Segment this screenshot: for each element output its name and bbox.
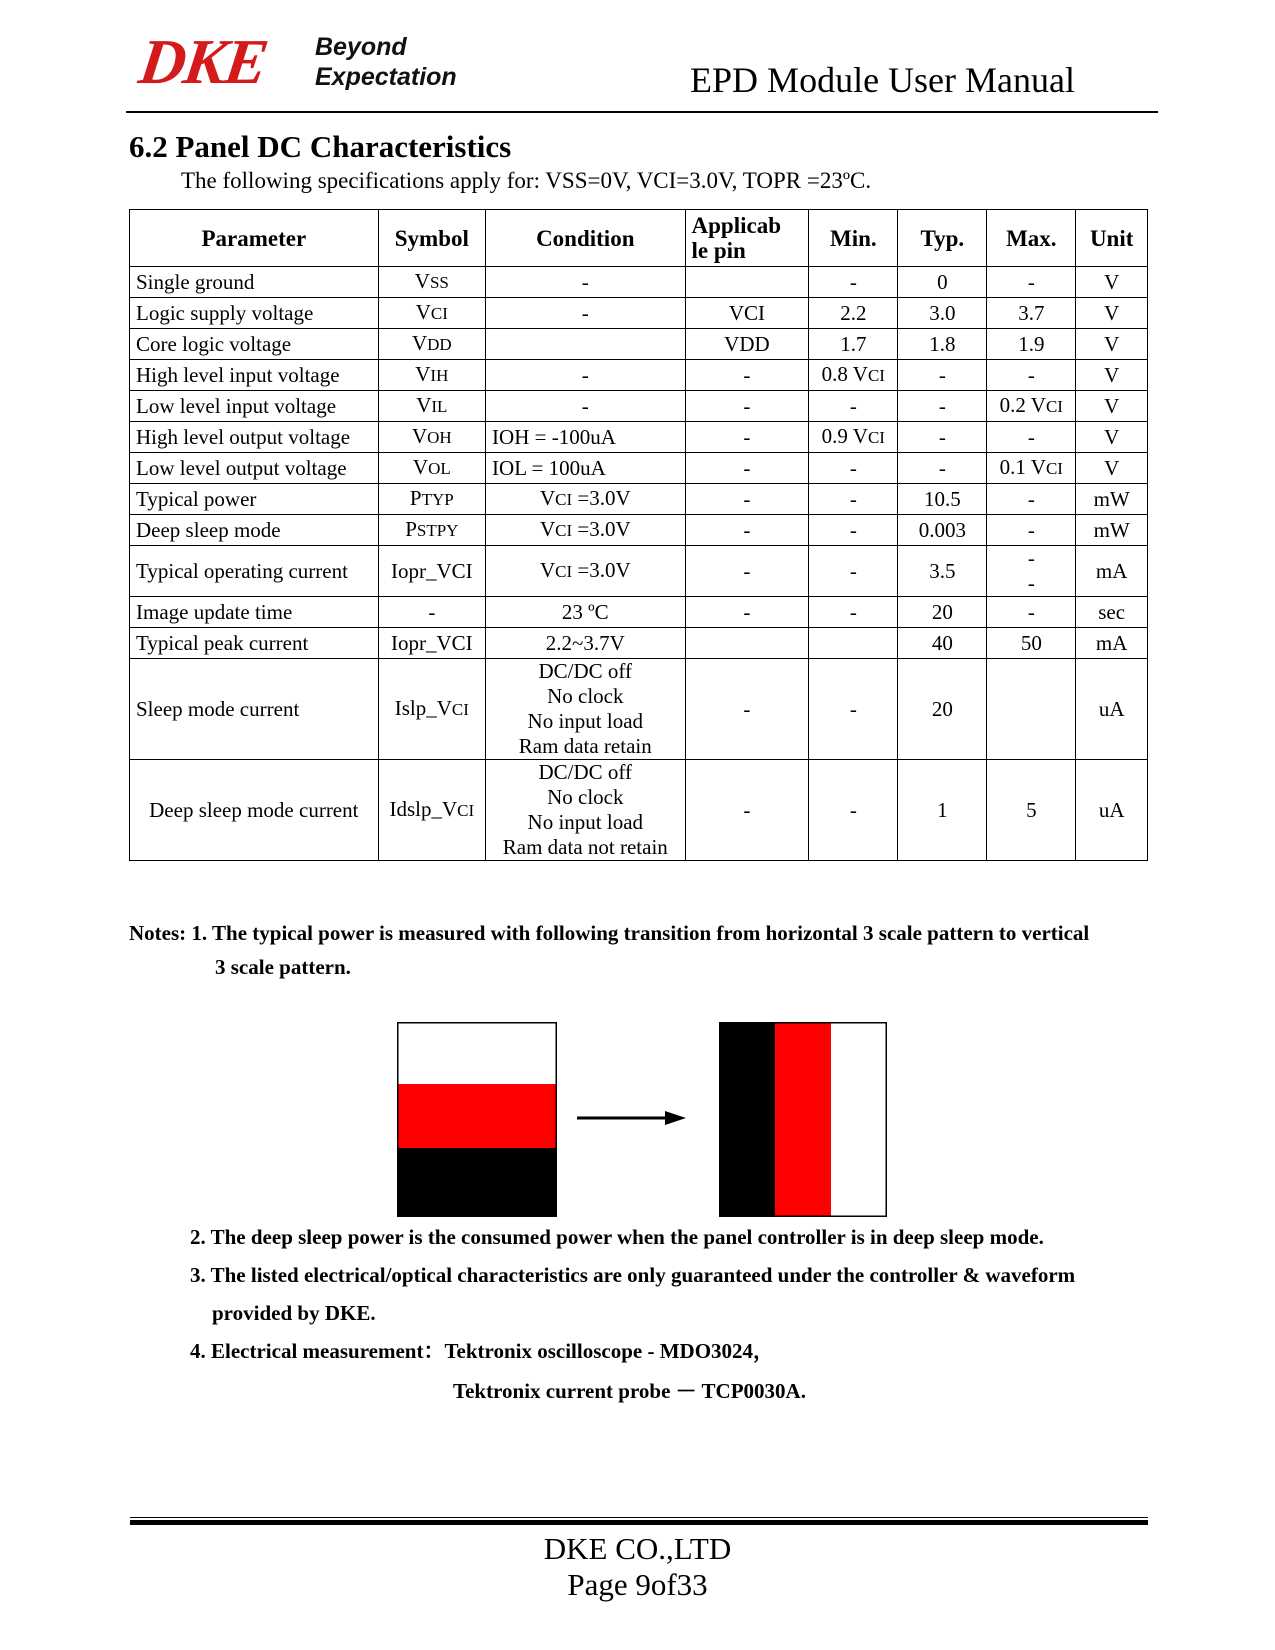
cell-symbol: Islp_VCI <box>378 659 485 760</box>
vertical-3-scale-pattern <box>719 1022 887 1217</box>
dke-logo <box>135 26 480 100</box>
cell-max: 0.2 VCI <box>987 391 1076 422</box>
cell-pin <box>685 267 809 298</box>
cell-unit: mA <box>1076 546 1148 597</box>
cell-condition: - <box>486 391 686 422</box>
cell-max: - <box>987 597 1076 628</box>
table-row <box>130 760 1148 861</box>
cell-parameter: Logic supply voltage <box>130 298 379 329</box>
cell-max: - <box>987 267 1076 298</box>
cell-typ: 3.5 <box>898 546 987 597</box>
cell-max: 1.9 <box>987 329 1076 360</box>
table-row <box>130 546 1148 597</box>
cell-parameter: Deep sleep mode <box>130 515 379 546</box>
cell-typ: 1 <box>898 760 987 861</box>
cell-typ: 3.0 <box>898 298 987 329</box>
cell-max <box>987 659 1076 760</box>
cell-max: - - <box>987 546 1076 597</box>
cell-min: 0.9 VCI <box>809 422 898 453</box>
cell-parameter: Deep sleep mode current <box>130 760 379 861</box>
cell-unit: V <box>1076 453 1148 484</box>
cell-symbol: VSS <box>378 267 485 298</box>
cell-symbol: VOL <box>378 453 485 484</box>
arrow-head <box>665 1111 686 1125</box>
cell-pin: - <box>685 515 809 546</box>
cell-typ: 20 <box>898 659 987 760</box>
cell-pin: - <box>685 597 809 628</box>
note-3: 3. The listed electrical/optical characteristics are only guaranteed under the controller & waveform <box>190 1263 1076 1287</box>
cell-pin: - <box>685 360 809 391</box>
cell-condition: VCI =3.0V <box>486 515 686 546</box>
cell-parameter: Sleep mode current <box>130 659 379 760</box>
cell-typ: 20 <box>898 597 987 628</box>
note-3-continued: provided by DKE. <box>212 1301 376 1325</box>
cell-max: - <box>987 360 1076 391</box>
arrow-right-icon <box>577 1111 686 1125</box>
cell-parameter: Typical power <box>130 484 379 515</box>
table-row <box>130 360 1148 391</box>
header-divider <box>126 111 1158 113</box>
note-1: Notes: 1. The typical power is measured with following transition from horizontal 3 scale pattern to vertical <box>129 921 1090 945</box>
cell-condition: - <box>486 298 686 329</box>
cell-min: 1.7 <box>809 329 898 360</box>
header-min: Min. <box>809 210 898 267</box>
cell-max: 50 <box>987 628 1076 659</box>
cell-unit: V <box>1076 360 1148 391</box>
cell-condition: IOH = -100uA <box>486 422 686 453</box>
cell-typ: 10.5 <box>898 484 987 515</box>
cell-symbol: PSTPY <box>378 515 485 546</box>
table-row <box>130 391 1148 422</box>
cell-min: 2.2 <box>809 298 898 329</box>
footer-company: DKE CO.,LTD <box>543 1531 732 1566</box>
cell-symbol: Iopr_VCI <box>378 628 485 659</box>
header-condition: Condition <box>486 210 686 267</box>
cell-pin: - <box>685 659 809 760</box>
cell-pin: VDD <box>685 329 809 360</box>
horizontal-3-scale-pattern <box>397 1022 557 1217</box>
note-2: 2. The deep sleep power is the consumed power when the panel controller is in deep sleep mode. <box>190 1225 1044 1249</box>
cell-min: - <box>809 546 898 597</box>
cell-min: 0.8 VCI <box>809 360 898 391</box>
table-row <box>130 453 1148 484</box>
table-row <box>130 329 1148 360</box>
cell-unit: uA <box>1076 760 1148 861</box>
tagline-line1: Beyond <box>315 33 407 61</box>
table-row <box>130 515 1148 546</box>
cell-symbol: PTYP <box>378 484 485 515</box>
table-row <box>130 484 1148 515</box>
horizontal-white-band <box>397 1022 557 1084</box>
section-title: 6.2 Panel DC Characteristics <box>129 129 512 164</box>
cell-pin <box>685 628 809 659</box>
cell-max: 3.7 <box>987 298 1076 329</box>
cell-min: - <box>809 267 898 298</box>
cell-max: - <box>987 422 1076 453</box>
note-4: 4. Electrical measurement：Tektronix oscilloscope - MDO3024， <box>190 1339 775 1363</box>
cell-parameter: Core logic voltage <box>130 329 379 360</box>
cell-max: 0.1 VCI <box>987 453 1076 484</box>
document-title: EPD Module User Manual <box>690 60 1075 100</box>
tagline-line2: Expectation <box>315 63 457 91</box>
cell-symbol: VIH <box>378 360 485 391</box>
cell-pin: - <box>685 391 809 422</box>
cell-unit: V <box>1076 298 1148 329</box>
cell-condition: IOL = 100uA <box>486 453 686 484</box>
cell-symbol: Iopr_VCI <box>378 546 485 597</box>
header-typ: Typ. <box>898 210 987 267</box>
cell-typ: - <box>898 360 987 391</box>
scale-pattern-transition-figure <box>397 1022 887 1217</box>
cell-symbol: VCI <box>378 298 485 329</box>
cell-symbol: VDD <box>378 329 485 360</box>
cell-parameter: Low level input voltage <box>130 391 379 422</box>
vertical-black-band <box>719 1022 775 1217</box>
cell-parameter: Single ground <box>130 267 379 298</box>
table-header-row <box>130 210 1148 267</box>
cell-parameter: Low level output voltage <box>130 453 379 484</box>
table-row <box>130 298 1148 329</box>
cell-parameter: High level output voltage <box>130 422 379 453</box>
footer-page-number: Page 9of33 <box>567 1567 708 1602</box>
cell-unit: V <box>1076 391 1148 422</box>
section-intro: The following specifications apply for: VSS=0V, VCI=3.0V, TOPR =23ºC. <box>181 168 872 193</box>
header-max: Max. <box>987 210 1076 267</box>
header-symbol: Symbol <box>378 210 485 267</box>
cell-parameter: High level input voltage <box>130 360 379 391</box>
header-applicable-pin-line2: le pin <box>691 238 746 263</box>
cell-max: 5 <box>987 760 1076 861</box>
cell-typ: 0 <box>898 267 987 298</box>
vertical-red-band <box>775 1022 831 1217</box>
horizontal-black-band <box>397 1148 557 1217</box>
cell-pin: - <box>685 422 809 453</box>
cell-unit: V <box>1076 422 1148 453</box>
cell-typ: - <box>898 422 987 453</box>
cell-pin: - <box>685 453 809 484</box>
cell-min: - <box>809 597 898 628</box>
cell-max: - <box>987 484 1076 515</box>
cell-parameter: Typical peak current <box>130 628 379 659</box>
cell-max: - <box>987 515 1076 546</box>
cell-condition: VCI =3.0V <box>486 546 686 597</box>
cell-condition: DC/DC off No clock No input load Ram data not retain <box>486 760 686 861</box>
cell-condition: - <box>486 360 686 391</box>
cell-min: - <box>809 760 898 861</box>
cell-condition: 23 ºC <box>486 597 686 628</box>
cell-typ: - <box>898 391 987 422</box>
cell-parameter: Typical operating current <box>130 546 379 597</box>
cell-min: - <box>809 453 898 484</box>
logo-wordmark: DKE <box>135 26 271 97</box>
cell-symbol: Idslp_VCI <box>378 760 485 861</box>
note-4-continued: Tektronix current probe － TCP0030A. <box>453 1379 806 1403</box>
header-unit: Unit <box>1076 210 1148 267</box>
note-1-continued: 3 scale pattern. <box>215 955 351 979</box>
cell-pin: - <box>685 484 809 515</box>
cell-symbol: - <box>378 597 485 628</box>
cell-unit: uA <box>1076 659 1148 760</box>
footer-divider-thin <box>130 1517 1148 1518</box>
cell-condition: - <box>486 267 686 298</box>
cell-typ: 40 <box>898 628 987 659</box>
horizontal-red-band <box>397 1084 557 1148</box>
cell-typ: - <box>898 453 987 484</box>
table-row <box>130 422 1148 453</box>
cell-pin: - <box>685 546 809 597</box>
notes-list <box>190 1218 1075 1370</box>
cell-min: - <box>809 659 898 760</box>
footer-divider-thick <box>130 1520 1148 1525</box>
cell-min: - <box>809 484 898 515</box>
cell-typ: 1.8 <box>898 329 987 360</box>
table-row <box>130 628 1148 659</box>
vertical-white-band <box>831 1022 887 1217</box>
cell-min: - <box>809 391 898 422</box>
cell-unit: V <box>1076 267 1148 298</box>
dc-characteristics-table <box>129 209 1148 861</box>
cell-pin: VCI <box>685 298 809 329</box>
header-applicable-pin <box>685 210 809 267</box>
cell-parameter: Image update time <box>130 597 379 628</box>
cell-condition <box>486 329 686 360</box>
cell-min <box>809 628 898 659</box>
cell-symbol: VIL <box>378 391 485 422</box>
cell-unit: sec <box>1076 597 1148 628</box>
cell-typ: 0.003 <box>898 515 987 546</box>
cell-symbol: VOH <box>378 422 485 453</box>
logo-tagline <box>315 32 457 92</box>
header-applicable-pin-line1: Applicab <box>691 213 782 238</box>
cell-unit: mW <box>1076 484 1148 515</box>
cell-condition: VCI =3.0V <box>486 484 686 515</box>
cell-condition: DC/DC off No clock No input load Ram data retain <box>486 659 686 760</box>
cell-unit: mA <box>1076 628 1148 659</box>
header-parameter: Parameter <box>130 210 379 267</box>
table-row <box>130 597 1148 628</box>
cell-unit: mW <box>1076 515 1148 546</box>
cell-unit: V <box>1076 329 1148 360</box>
cell-min: - <box>809 515 898 546</box>
table-row <box>130 659 1148 760</box>
cell-condition: 2.2~3.7V <box>486 628 686 659</box>
cell-pin: - <box>685 760 809 861</box>
table-row <box>130 267 1148 298</box>
